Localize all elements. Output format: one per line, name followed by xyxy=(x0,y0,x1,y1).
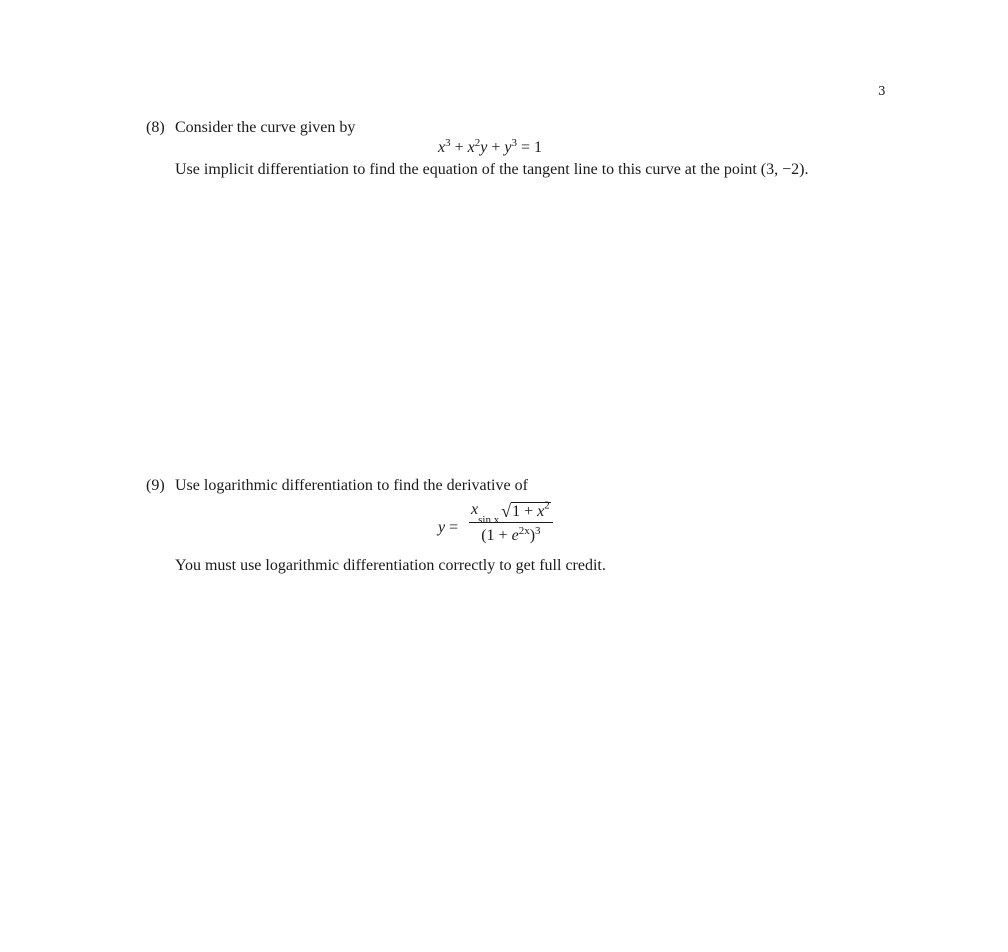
page-number: 3 xyxy=(878,84,886,98)
eq-operator: + xyxy=(487,139,505,156)
curve-equation-expression xyxy=(438,138,542,158)
problem-number: (9) xyxy=(146,477,165,494)
eq-var: x xyxy=(471,501,479,518)
curve-equation xyxy=(146,138,906,160)
problem-8 xyxy=(146,118,906,180)
eq-var: e xyxy=(511,527,519,544)
eq-var: x xyxy=(467,139,475,156)
eq-rhs: = 1 xyxy=(517,139,543,156)
eq-exponent: 2x xyxy=(518,524,530,537)
eq-exponent: 2 xyxy=(474,136,481,149)
eq-var: y xyxy=(438,519,446,536)
fraction-numerator: x sin x √ $1 + x^2$ xyxy=(471,499,550,526)
problem-instruction: You must use logarithmic differentiation correctly to get full credit. xyxy=(175,557,606,574)
problem-9 xyxy=(146,476,906,576)
fraction xyxy=(469,500,553,546)
eq-exponent: 3 xyxy=(511,136,517,149)
eq-equals: = xyxy=(445,519,459,536)
problem-instruction: Use implicit differentiation to find the equation of the tangent line to this curve at the point (3, −2). xyxy=(175,161,809,178)
eq-var: y xyxy=(504,139,512,156)
eq-exponent: 3 xyxy=(445,136,451,149)
den-close: ) xyxy=(529,527,536,544)
problem-intro: Use logarithmic differentiation to find the derivative of xyxy=(175,477,528,494)
den-open: (1 + xyxy=(481,527,512,544)
fraction-denominator xyxy=(481,523,540,546)
derivative-function-equation xyxy=(146,500,906,556)
problem-intro: Consider the curve given by xyxy=(175,119,356,136)
problem-8-header xyxy=(146,118,906,138)
radical-sign: √ xyxy=(501,501,512,521)
equation-lhs xyxy=(438,518,458,538)
radicand-term: 1 + xyxy=(512,503,538,520)
radicand xyxy=(511,499,551,520)
eq-var: x xyxy=(438,139,446,156)
eq-var: y xyxy=(480,139,488,156)
problem-9-header xyxy=(146,476,906,496)
eq-operator: + xyxy=(450,139,468,156)
eq-var: x xyxy=(537,503,545,520)
problem-number: (8) xyxy=(146,119,165,136)
eq-exponent: 3 xyxy=(535,524,541,537)
eq-exponent: 2 xyxy=(544,499,550,512)
